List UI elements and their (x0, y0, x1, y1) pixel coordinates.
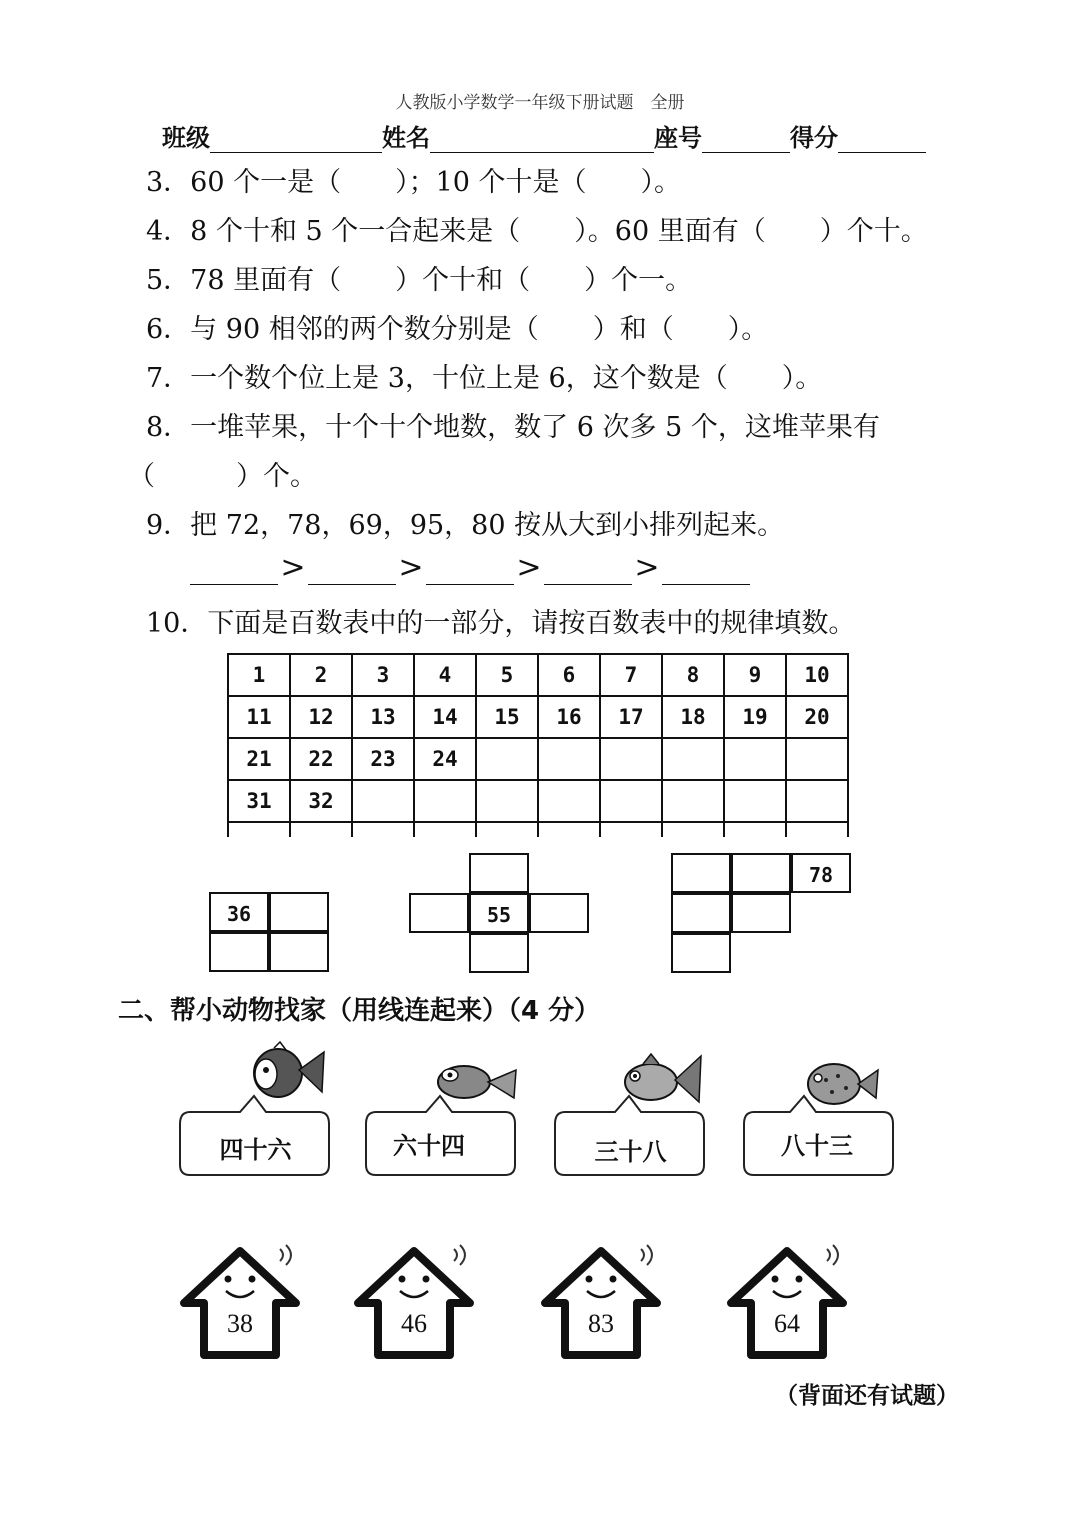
hundred-chart-cell: 17 (600, 696, 662, 738)
hundred-chart-row (228, 696, 848, 738)
greater-than-symbol: > (516, 550, 542, 585)
question-9: 9．把 72，78，69，95，80 按从大到小排列起来。 (146, 510, 785, 541)
question-7: 7．一个数个位上是 3，十位上是 6，这个数是（ ）。 (146, 363, 823, 394)
hundred-chart-cell: 23 (352, 738, 414, 780)
score-field[interactable] (838, 124, 926, 153)
footer-note: （背面还有试题） (775, 1383, 959, 1409)
fragment-blank-cell[interactable] (671, 893, 731, 933)
hundred-chart-cell: 11 (228, 696, 290, 738)
hundred-chart-cell: 5 (476, 654, 538, 696)
hundred-chart-blank-cell[interactable] (476, 738, 538, 780)
hundred-chart-blank-cell (538, 822, 600, 837)
order-blank-1[interactable] (190, 560, 278, 585)
animal-card-3[interactable] (553, 1040, 708, 1180)
fragment-blank-cell[interactable] (409, 893, 469, 933)
question-4: 4．8 个十和 5 个一合起来是（ ）。60 里面有（ ）个十。 (146, 216, 928, 247)
hundred-chart-blank-cell[interactable] (786, 738, 848, 780)
order-answer-row (190, 550, 750, 585)
animal-label: 三十八 (594, 1137, 667, 1166)
greater-than-symbol: > (398, 550, 424, 585)
hundred-chart-blank-cell[interactable] (352, 780, 414, 822)
hundred-chart-cell: 9 (724, 654, 786, 696)
fragment-blank-cell[interactable] (731, 853, 791, 893)
seat-field[interactable] (702, 124, 790, 153)
hundred-chart-blank-cell (352, 822, 414, 837)
order-blank-5[interactable] (662, 560, 750, 585)
fragment-cell-78: 78 (791, 853, 851, 893)
hundred-chart-cell: 24 (414, 738, 476, 780)
hundred-chart-cell: 3 (352, 654, 414, 696)
house-3[interactable] (537, 1243, 667, 1361)
order-blank-4[interactable] (544, 560, 632, 585)
hundred-chart-blank-cell (662, 822, 724, 837)
hundred-chart-cell: 10 (786, 654, 848, 696)
smiling-house-icon (350, 1243, 480, 1361)
smiling-house-icon (537, 1243, 667, 1361)
fragment-blank-cell[interactable] (671, 933, 731, 973)
hundred-chart-blank-cell (228, 822, 290, 837)
greater-than-symbol: > (634, 550, 660, 585)
fragment-cell-36: 36 (209, 892, 269, 932)
name-field[interactable] (430, 124, 654, 153)
hundred-chart-partial-row (228, 822, 848, 837)
hundred-chart-blank-cell[interactable] (662, 780, 724, 822)
house-number: 83 (588, 1309, 614, 1338)
hundred-chart-blank-cell (476, 822, 538, 837)
hundred-chart-cell: 16 (538, 696, 600, 738)
hundred-chart-cell: 31 (228, 780, 290, 822)
house-2[interactable] (350, 1243, 480, 1361)
hundred-chart (227, 653, 849, 837)
hundred-chart-cell: 13 (352, 696, 414, 738)
hundred-chart-cell: 7 (600, 654, 662, 696)
fragment-blank-cell[interactable] (269, 932, 329, 972)
fragment-blank-cell[interactable] (269, 892, 329, 932)
animal-label: 八十三 (781, 1131, 853, 1160)
animal-label: 四十六 (219, 1135, 292, 1164)
student-info-row (162, 118, 926, 153)
order-blank-2[interactable] (308, 560, 396, 585)
hundred-chart-blank-cell[interactable] (600, 780, 662, 822)
hundred-chart-blank-cell (600, 822, 662, 837)
hundred-chart-blank-cell[interactable] (662, 738, 724, 780)
hundred-chart-cell: 8 (662, 654, 724, 696)
hundred-chart-cell: 6 (538, 654, 600, 696)
house-number: 46 (401, 1309, 427, 1338)
house-number: 64 (774, 1309, 800, 1338)
smiling-house-icon (723, 1243, 853, 1361)
hundred-chart-row (228, 738, 848, 780)
house-1[interactable] (176, 1243, 306, 1361)
question-5: 5．78 里面有（ ）个十和（ ）个一。 (146, 265, 693, 296)
question-6: 6．与 90 相邻的两个数分别是（ ）和（ ）。 (146, 314, 769, 345)
class-field[interactable] (210, 124, 382, 153)
house-4[interactable] (723, 1243, 853, 1361)
hundred-chart-blank-cell[interactable] (476, 780, 538, 822)
question-10: 10．下面是百数表中的一部分，请按百数表中的规律填数。 (146, 608, 856, 639)
smiling-house-icon (176, 1243, 306, 1361)
score-label: 得分 (790, 123, 838, 152)
fragment-blank-cell[interactable] (671, 853, 731, 893)
fragment-blank-cell[interactable] (731, 893, 791, 933)
hundred-chart-blank-cell[interactable] (724, 780, 786, 822)
hundred-chart-cell: 2 (290, 654, 352, 696)
name-label: 姓名 (382, 123, 430, 152)
hundred-chart-blank-cell (290, 822, 352, 837)
question-3: 3．60 个一是（ ）；10 个十是（ ）。 (146, 167, 682, 198)
hundred-chart-cell: 1 (228, 654, 290, 696)
hundred-chart-blank-cell[interactable] (538, 780, 600, 822)
fragment-blank-cell[interactable] (529, 893, 589, 933)
hundred-chart-row (228, 654, 848, 696)
hundred-chart-blank-cell[interactable] (414, 780, 476, 822)
house-number: 38 (227, 1309, 253, 1338)
hundred-chart-cell: 15 (476, 696, 538, 738)
order-blank-3[interactable] (426, 560, 514, 585)
question-8-continued: （ ）个。 (128, 461, 317, 492)
hundred-chart-cell: 12 (290, 696, 352, 738)
hundred-chart-blank-cell[interactable] (724, 738, 786, 780)
fragment-blank-cell[interactable] (469, 933, 529, 973)
hundred-chart-cell: 19 (724, 696, 786, 738)
question-8: 8．一堆苹果，十个十个地数，数了 6 次多 5 个，这堆苹果有 (146, 412, 880, 443)
hundred-chart-cell: 22 (290, 738, 352, 780)
hundred-chart-blank-cell (786, 822, 848, 837)
hundred-chart-cell: 18 (662, 696, 724, 738)
hundred-chart-blank-cell[interactable] (786, 780, 848, 822)
hundred-chart-blank-cell[interactable] (600, 738, 662, 780)
hundred-chart-blank-cell[interactable] (538, 738, 600, 780)
hundred-chart-blank-cell (414, 822, 476, 837)
animal-card-1[interactable] (178, 1040, 333, 1180)
hundred-chart-cell: 21 (228, 738, 290, 780)
hundred-chart-cell: 32 (290, 780, 352, 822)
section-2-title: 二、帮小动物找家（用线连起来）（4 分） (118, 996, 601, 1026)
class-label: 班级 (162, 123, 210, 152)
animal-card-2[interactable] (364, 1040, 519, 1180)
animal-card-4[interactable] (742, 1040, 897, 1180)
hundred-chart-cell: 20 (786, 696, 848, 738)
fragment-blank-cell[interactable] (209, 932, 269, 972)
seat-label: 座号 (654, 123, 702, 152)
hundred-chart-blank-cell (724, 822, 786, 837)
hundred-chart-cell: 14 (414, 696, 476, 738)
fragment-blank-cell[interactable] (469, 853, 529, 893)
fragment-cell-55: 55 (469, 893, 529, 933)
hundred-chart-row (228, 780, 848, 822)
greater-than-symbol: > (280, 550, 306, 585)
hundred-chart-cell: 4 (414, 654, 476, 696)
page-title: 人教版小学数学一年级下册试题 全册 (395, 93, 685, 113)
animal-label: 六十四 (393, 1131, 465, 1160)
